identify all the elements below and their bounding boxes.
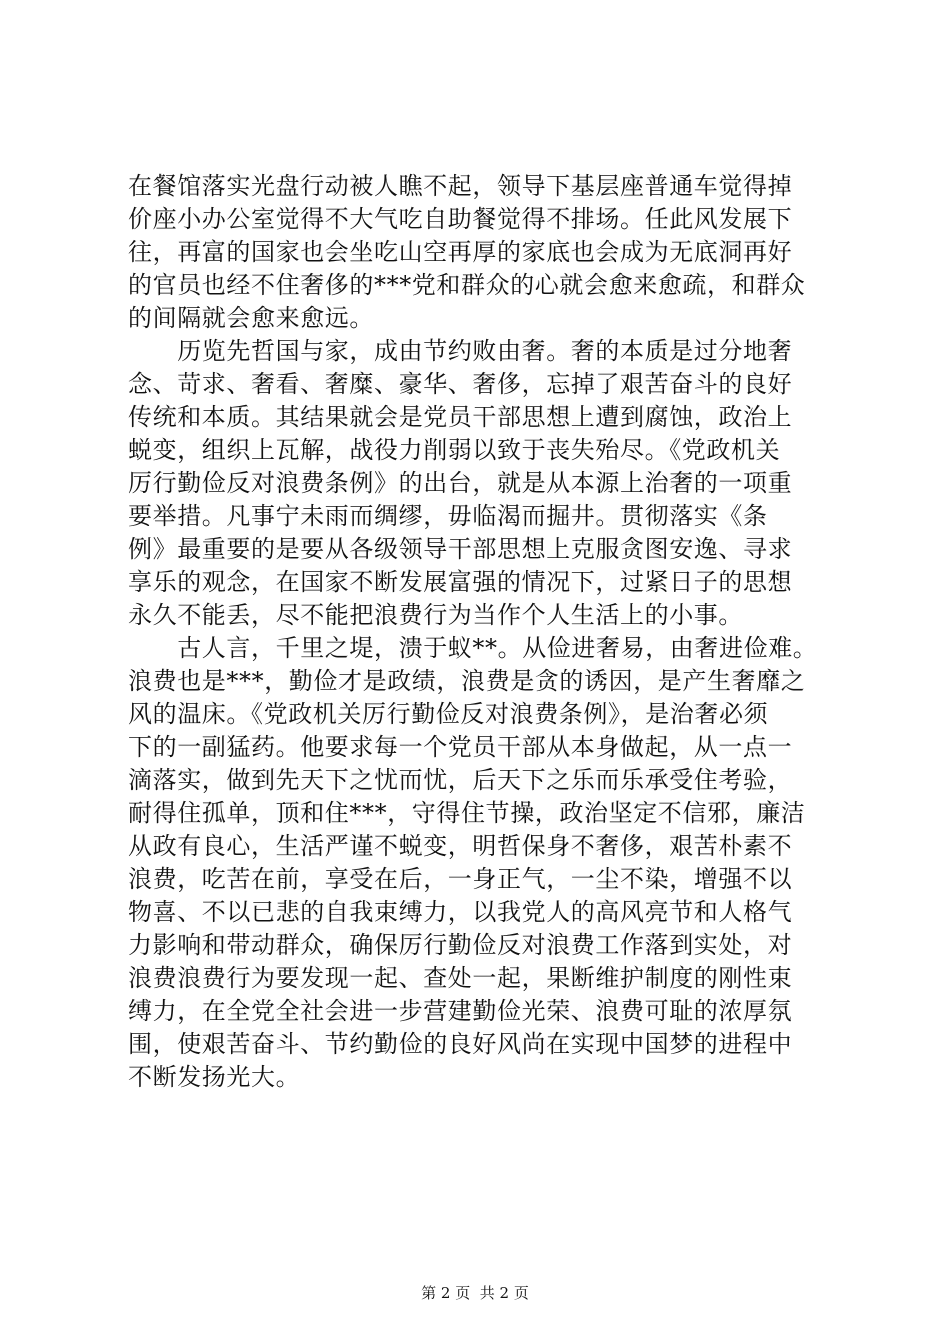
text-line: 缚力，在全党全社会进一步营建勤俭光荣、浪费可耻的浓厚氛 [128,997,793,1025]
page-number-label: 第 2 页 共 2 页 [421,1284,529,1302]
text-line: 厉行勤俭反对浪费条例》的出台，就是从本源上治奢的一项重 [128,469,793,497]
text-line: 享乐的观念，在国家不断发展富强的情况下，过紧日子的思想 [128,568,793,596]
text-line: 例》最重要的是要从各级领导干部思想上克服贪图安逸、寻求 [128,535,793,563]
text-line: 滴落实，做到先天下之忧而忧，后天下之乐而乐承受住考验， [128,766,793,794]
text-line: 古人言，千里之堤，溃于蚁**。从俭进奢易，由奢进俭难。 [128,634,818,662]
text-line: 念、苛求、奢看、奢糜、豪华、奢侈，忘掉了艰苦奋斗的良好 [128,370,793,398]
text-line: 不断发扬光大。 [128,1063,301,1091]
body-text [128,170,828,1094]
text-line: 浪费，吃苦在前，享受在后，一身正气，一尘不染，增强不以 [128,865,793,893]
text-line: 从政有良心，生活严谨不蜕变，明哲保身不奢侈，艰苦朴素不 [128,832,793,860]
text-line: 永久不能丢，尽不能把浪费行为当作个人生活上的小事。 [128,601,743,629]
text-line: 下的一副猛药。他要求每一个党员干部从本身做起，从一点一 [128,733,793,761]
text-line: 历览先哲国与家，成由节约败由奢。奢的本质是过分地奢 [128,337,793,365]
text-line: 价座小办公室觉得不大气吃自助餐觉得不排场。任此风发展下 [128,205,793,233]
text-line: 在餐馆落实光盘行动被人瞧不起，领导下基层座普通车觉得掉 [128,172,793,200]
text-line: 物喜、不以已悲的自我束缚力，以我党人的高风亮节和人格气 [128,898,793,926]
text-line: 蜕变，组织上瓦解，战役力削弱以致于丧失殆尽。《党政机关 [128,436,781,464]
text-line: 浪费浪费行为要发现一起、查处一起，果断维护制度的刚性束 [128,964,793,992]
text-line: 围，使艰苦奋斗、节约勤俭的良好风尚在实现中国梦的进程中 [128,1030,793,1058]
text-line: 传统和本质。其结果就会是党员干部思想上遭到腐蚀，政治上 [128,403,793,431]
text-line: 的间隔就会愈来愈远。 [128,304,374,332]
text-line: 风的温床。《党政机关厉行勤俭反对浪费条例》，是治奢必须 [128,700,769,728]
page-footer [0,1283,950,1303]
text-line: 要举措。凡事宁未雨而绸缪，毋临渴而掘井。贯彻落实《条 [128,502,768,530]
text-line: 往，再富的国家也会坐吃山空再厚的家底也会成为无底洞再好 [128,238,793,266]
text-line: 力影响和带动群众，确保厉行勤俭反对浪费工作落到实处，对 [128,931,793,959]
text-line: 耐得住孤单，顶和住***，守得住节操，政治坚定不信邪，廉洁 [128,799,806,827]
text-line: 的官员也经不住奢侈的***党和群众的心就会愈来愈疏，和群众 [128,271,806,299]
text-line: 浪费也是***，勤俭才是政绩，浪费是贪的诱因，是产生奢靡之 [128,667,806,695]
